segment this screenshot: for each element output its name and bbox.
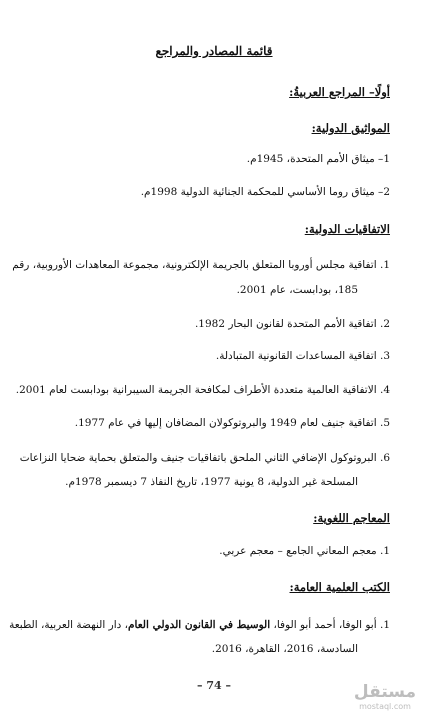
section-heading-dictionaries: المعاجم اللغوية: — [313, 511, 390, 525]
watermark-url: mostaql.com — [359, 702, 411, 711]
book-item-1-line1 — [9, 619, 390, 631]
dictionary-item-1: 1. معجم المعاني الجامع – معجم عربي. — [219, 545, 390, 557]
book-item-1-suffix: ، دار النهضة العربية، الطبعة — [9, 619, 129, 631]
agreement-item-5: 5. اتفاقية جنيف لعام 1949 والبروتوكولان المضافان إليها في عام 1977. — [74, 417, 390, 429]
book-item-1-title: الوسيط في القانون الدولي العام — [128, 619, 271, 631]
charter-item-1: 1– ميثاق الأمم المتحدة، 1945م. — [246, 153, 390, 165]
agreement-item-3: 3. اتفاقية المساعدات القانونية المتبادلة. — [215, 350, 390, 362]
agreement-item-1-line1: 1. اتفاقية مجلس أوروبا المتعلق بالجريمة الإلكترونية، مجموعة المعاهدات الأوروبية، رقم — [12, 259, 390, 271]
book-item-1-line2: السادسة، 2016، القاهرة، 2016. — [211, 643, 358, 655]
agreement-item-6-line1: 6. البروتوكول الإضافي الثاني الملحق باتفاقيات جنيف والمتعلق بحماية ضحايا النزاعات — [19, 452, 390, 464]
charter-item-2: 2– ميثاق روما الأساسي للمحكمة الجنائية الدولية 1998م. — [140, 186, 390, 198]
watermark-logo — [350, 682, 420, 718]
page-number: – 74 – — [197, 679, 231, 692]
section-heading-arabic-references: أولًا– المراجع العربيةُ: — [289, 85, 390, 99]
book-item-1-prefix: 1. أبو الوفا، أحمد أبو الوفا، — [270, 619, 390, 631]
section-heading-charters: المواثيق الدولية: — [311, 121, 390, 135]
agreement-item-4: 4. الاتفاقية العالمية متعددة الأطراف لمكافحة الجريمة السيبرانية بودابست لعام 2001. — [15, 384, 390, 396]
agreement-item-1-line2: 185، بودابست، عام 2001. — [236, 284, 358, 296]
section-heading-general-books: الكتب العلمية العامة: — [289, 580, 390, 594]
agreement-item-2: 2. اتفاقية الأمم المتحدة لقانون البحار 1982. — [194, 318, 390, 330]
agreement-item-6-line2: المسلحة غير الدولية، 8 يونية 1977، تاريخ النفاذ 7 ديسمبر 1978م. — [65, 476, 358, 488]
watermark-brand: مستقل — [353, 682, 417, 702]
section-heading-agreements: الاتفاقيات الدولية: — [304, 222, 390, 236]
page-title: قائمة المصادر والمراجع — [155, 44, 273, 58]
